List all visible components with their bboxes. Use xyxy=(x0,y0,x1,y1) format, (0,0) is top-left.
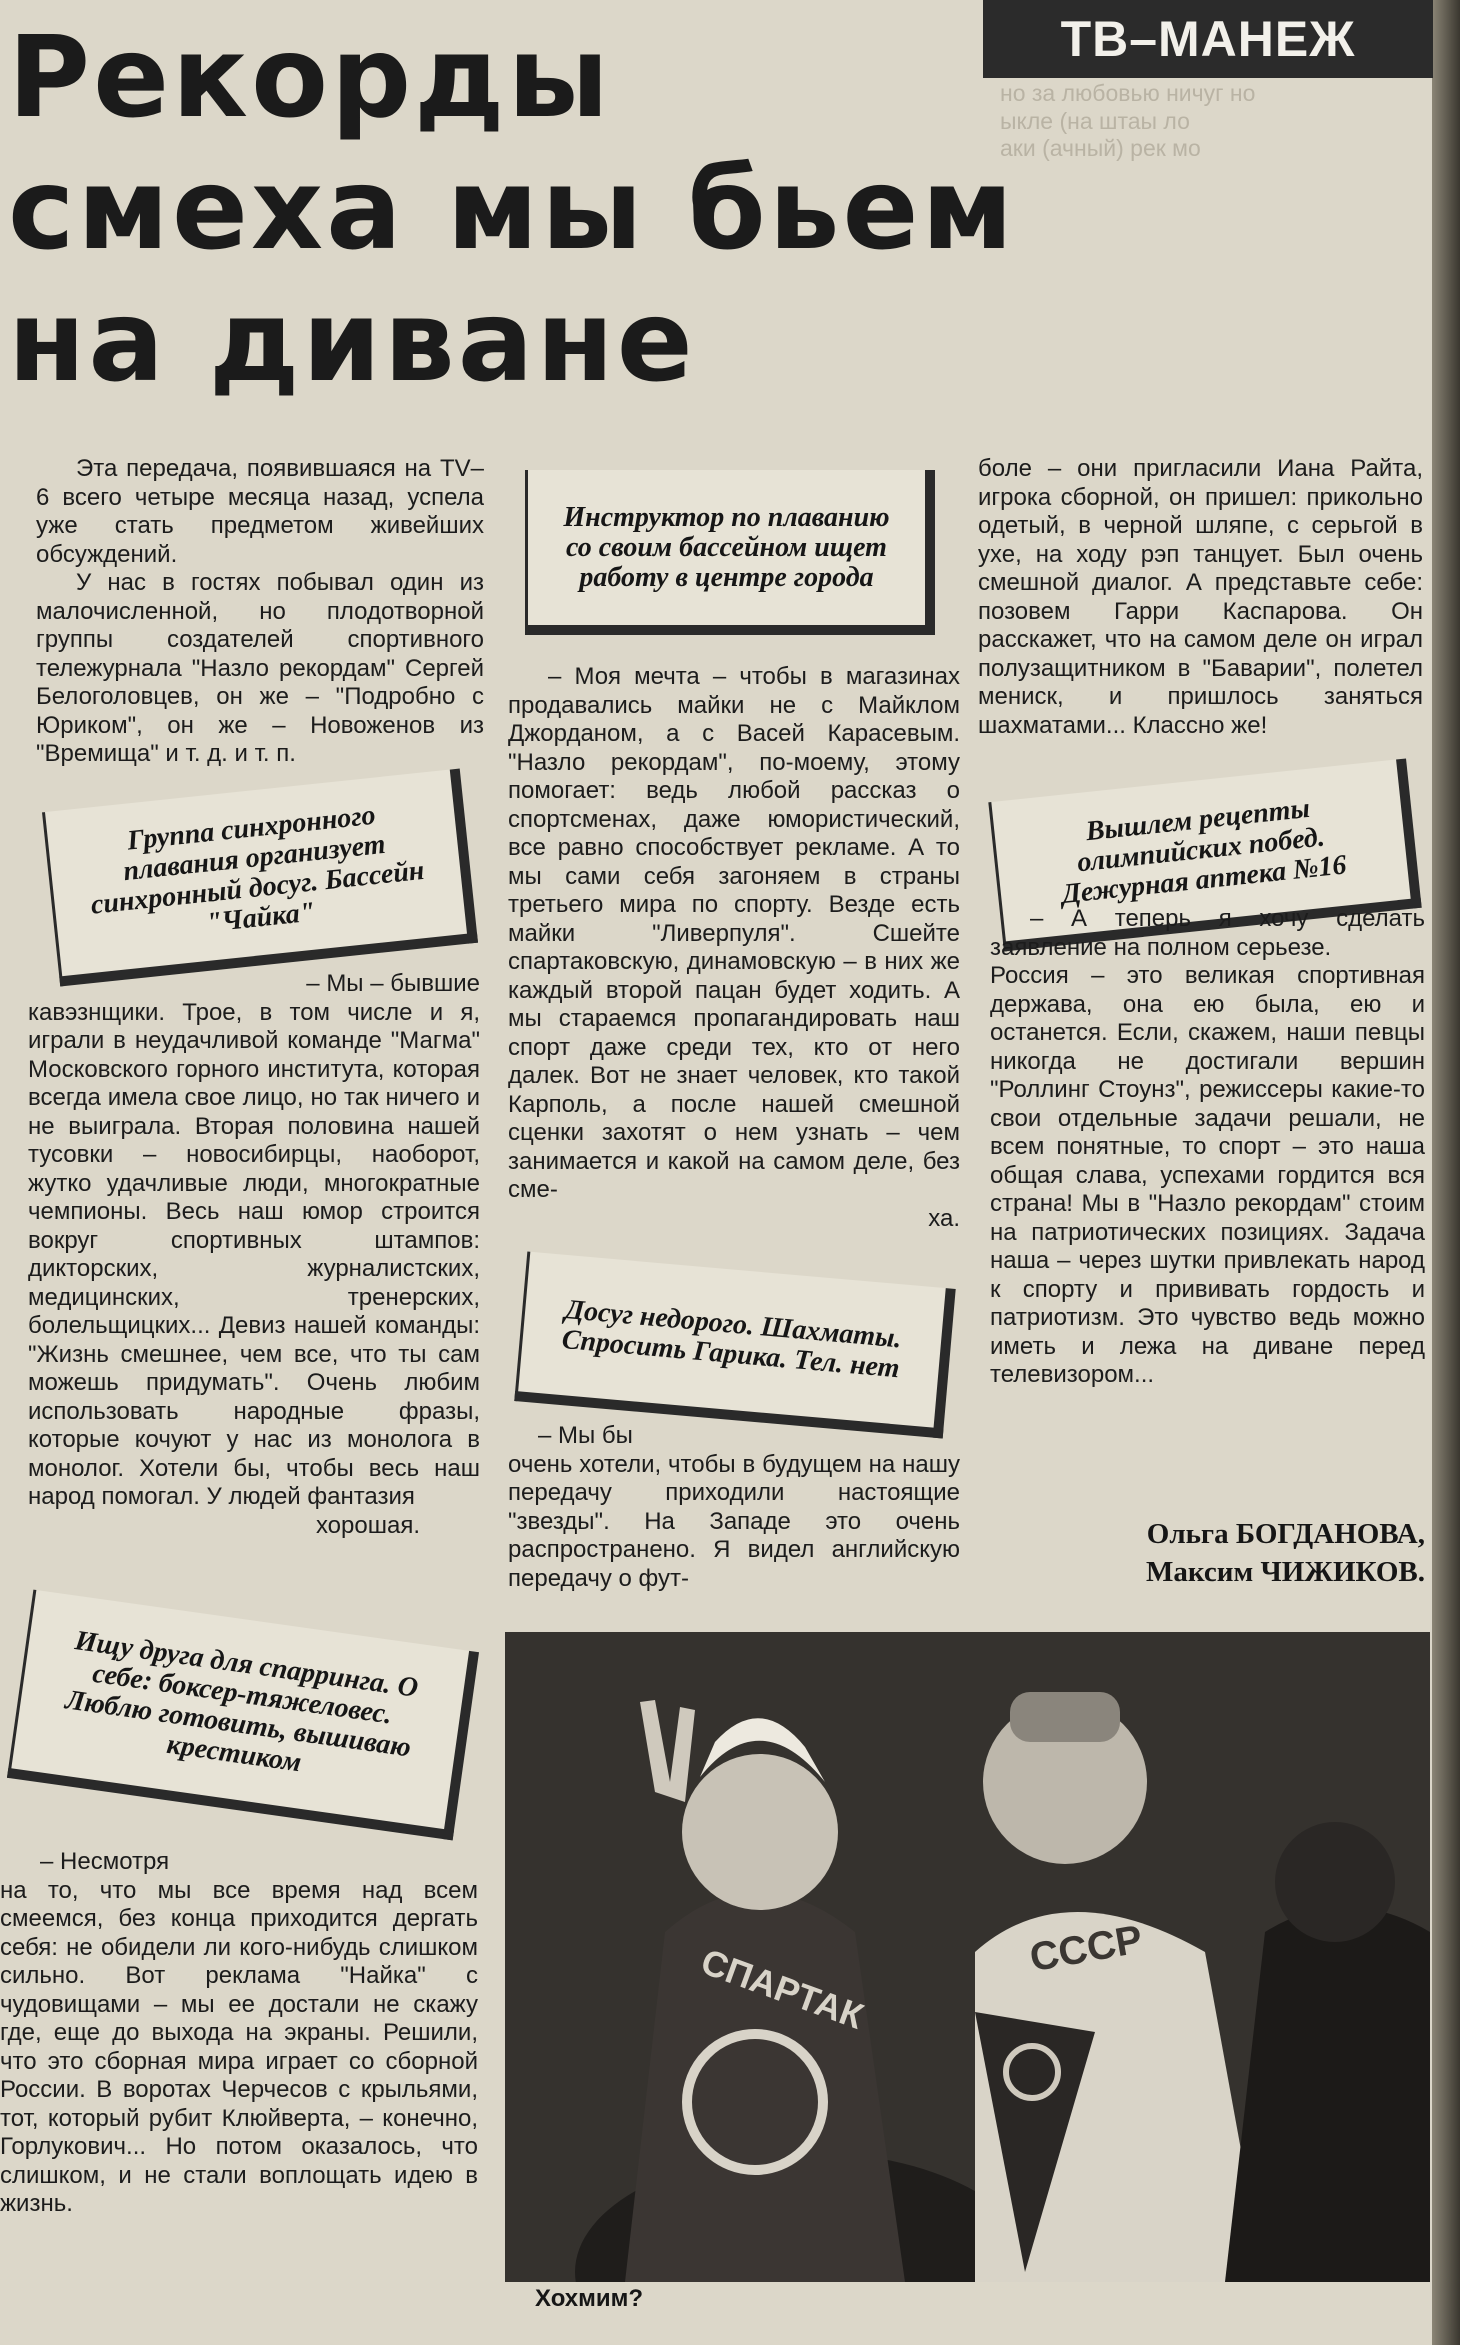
shirt-text-left: СПАРТАК xyxy=(695,1940,869,2037)
inset-quote-boxer: Ищу друга для спарринга. О себе: боксер-тяжеловес. Люблю готовить, вышиваю крестиком xyxy=(7,1590,479,1841)
lead-paragraph: Эта передача, появившаяся на TV–6 всего четыре месяца назад, успела уже стать предметом живейших обсуждений. xyxy=(36,455,484,568)
column-3-bottom: – А теперь я хочу сделать заявление на полном серьезе. Россия – это великая спортивная держава, она ею была, ею и останется. Если, скажем, наши певцы никогда не достигали вершин "Роллинг Стоунз", режиссеры какие-то свои отдельные задачи решали, не всем понятные, то спорт – это наша общая слава, успехами гордится вся страна! Мы в "Назло рекордам" стоим на патриотических позициях. Задача наша – через шутки привлекать народ к спорту и прививать гордость и патриотизм. Это чувство ведь можно иметь и лежа на диване перед телевизором... xyxy=(990,905,1425,1388)
shirt-text-right: СССР xyxy=(1026,1917,1146,1981)
headline xyxy=(8,12,1017,408)
photo-caption: Хохмим? xyxy=(535,2285,644,2312)
page-edge-shadow xyxy=(1432,0,1460,2345)
inset-quote-pharmacy: Вышлем рецепты олимпийских побед. Дежурная аптека №16 xyxy=(988,758,1421,951)
photo-illustration xyxy=(505,1632,1430,2282)
column-2-bottom: – Мы бы очень хотели, чтобы в будущем на нашу передачу приходили настоящие "звезды". На Западе это очень распространено. Я видел английскую передачу о фут- xyxy=(508,1422,960,1592)
column-3-top: боле – они пригласили Иана Райта, игрока сборной, он пришел: прикольно одетый, в черной шляпе, с серьгой в ухе, на ходу рэп танцует. Был очень смешной диалог. А представьте себе: позовем Гарри Каспарова. Он расскажет, что на самом деле он играл полузащитником в "Баварии", полетел мениск, и пришлось заняться шахматами... Классно же! xyxy=(978,455,1423,739)
inset-quote-chess: Досуг недорого. Шахматы. Спросить Гарика. Тел. нет xyxy=(514,1252,955,1439)
inset-quote-synchro: Группа синхронного плавания организует синхронный досуг. Бассейн "Чайка" xyxy=(42,769,478,987)
column-2-top: – Моя мечта – чтобы в магазинах продавались майки не с Майклом Джорданом, а с Васей Карасевым. "Назло рекордам", по-моему, этому помогает: ведь любой рассказ о спортсменах, даже юмористический, все равно способствует рекламе. А то мы сами себя загоняем в страны третьего мира по спорту. Везде есть майки "Ливерпуля". Сшейте спартаковскую, динамовскую – в них же каждый второй пацан будет ходить. А мы стараемся пропагандировать наш спорт даже среди тех, кто от него далек. Вот не знает человек, кто такой Карполь, а после нашей смешной сценки захотят о нем узнать – чем занимается и какой на самом деле, без сме- ха. xyxy=(508,663,960,1232)
inset-quote-instructor: Инструктор по плаванию со своим бассейном ищет работу в центре города xyxy=(525,470,935,635)
section-rubric: ТВ–МАНЕЖ xyxy=(983,0,1433,78)
bleed-through-text: но за любовью ничуг но ыкле (на штаы ло аки (ачный) рек мо xyxy=(1000,80,1256,162)
byline: Ольга БОГДАНОВА, Максим ЧИЖИКОВ. xyxy=(1146,1518,1425,1588)
headline-line-2: смеха мы бьем xyxy=(8,145,1017,275)
column-1-middle: – Мы – бывшие кавэзнщики. Трое, в том числе и я, играли в неудачливой команде "Магма" Московского горного института, которая всегда имела свое лицо, но так ничего и не выиграла. Вторая половина нашей тусовки – новосибирцы, наоборот, жутко удачливые люди, многократные чемпионы. Весь наш юмор строится вокруг спортивных штампов: дикторских, журналистских, медицинских, тренерских, болельщицких... Девиз нашей команды: "Жизнь смешнее, чем все, что ты сам можешь придумать". Очень любим использовать народные фразы, которые кочуют у нас из монолога в монолог. Хотели бы, чтобы весь наш народ помогал. У людей фантазия хорошая. xyxy=(28,970,480,1539)
headline-line-3: на диване xyxy=(8,277,696,407)
headline-line-1: Рекорды xyxy=(8,13,612,143)
lead-paragraphs xyxy=(36,455,484,769)
lead-paragraph: У нас в гостях побывал один из малочисленной, но плодотворной группы создателей спортивного тележурнала "Назло рекордам" Сергей Белоголовцев, он же – "Подробно с Юриком", он же – Новоженов из "Времища" и т. д. и т. п. xyxy=(36,569,484,767)
column-1-bottom: – Несмотря на то, что мы все время над всем смеемся, без конца приходится дергать себя: не обидели ли кого-нибудь слишком сильно. Вот реклама "Найка" с чудовищами – мы ее достали не скажу где, еще до выхода на экраны. Решили, что это сборная мира играет со сборной России. В воротах Черчесов с крыльями, тот, который рубит Клюйверта, – конечно, Горлукович... Но потом оказалось, что слишком, и не стали воплощать идею в жизнь. xyxy=(0,1848,478,2217)
article-photo xyxy=(505,1632,1430,2282)
